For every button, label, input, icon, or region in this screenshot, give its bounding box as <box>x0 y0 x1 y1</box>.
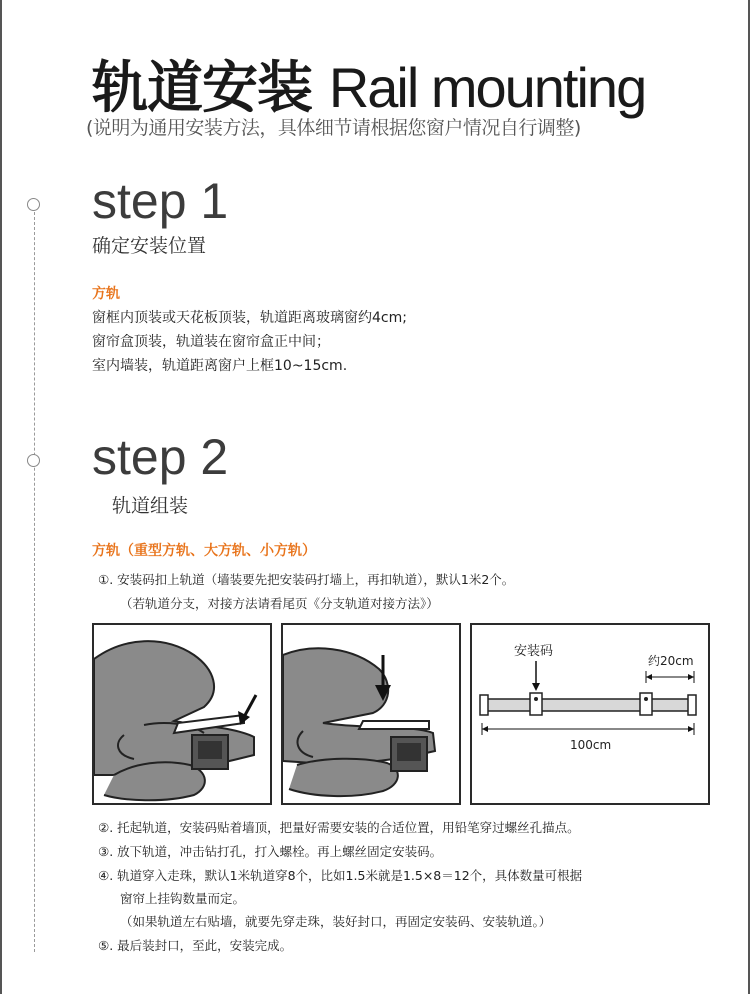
illustration-hand-clip <box>92 623 272 805</box>
step2-instruction: 窗帘上挂钩数量而定。 <box>120 891 246 906</box>
label-length: 100cm <box>570 738 612 752</box>
step1-line: 窗帘盒顶装，轨道装在窗帘盒正中间； <box>92 334 330 350</box>
title-english: Rail mounting <box>328 56 646 119</box>
step2-heading: 方轨（重型方轨、大方轨、小方轨） <box>92 543 316 559</box>
step2-subtitle: 轨道组装 <box>112 495 189 517</box>
title-chinese: 轨道安装 <box>92 56 312 121</box>
step2-instruction: ⑤. 最后装封口，至此，安装完成。 <box>98 938 293 953</box>
step1-line: 室内墙装，轨道距离窗户上框10~15cm. <box>92 358 348 374</box>
step1-heading: 方轨 <box>92 286 120 302</box>
page-border-left <box>0 0 2 994</box>
step2-instruction: （如果轨道左右贴墙，就要先穿走珠，装好封口，再固定安装码、安装轨道。） <box>120 914 552 929</box>
step2-title: step 2 <box>92 429 229 485</box>
timeline-dot-step2 <box>27 454 40 467</box>
illustration-rail-diagram <box>470 623 710 805</box>
step2-instruction: ②. 托起轨道，安装码贴着墙顶，把量好需要安装的合适位置，用铅笔穿过螺丝孔描点。 <box>98 820 580 835</box>
page-title <box>92 44 645 124</box>
step2-intro-line: ①. 安装码扣上轨道（墙装要先把安装码打墙上，再扣轨道），默认1米2个。 <box>98 572 515 587</box>
page-subtitle: (说明为通用安装方法，具体细节请根据您窗户情况自行调整) <box>86 117 581 139</box>
label-bracket: 安装码 <box>514 644 554 659</box>
timeline-line <box>34 212 35 952</box>
step1-subtitle: 确定安装位置 <box>92 235 207 257</box>
timeline-dot-step1 <box>27 198 40 211</box>
step1-title: step 1 <box>92 173 229 229</box>
step1-line: 窗框内顶装或天花板顶装，轨道距离玻璃窗约4cm; <box>92 310 407 326</box>
illustration-hand-press <box>281 623 461 805</box>
step2-instruction: ③. 放下轨道，冲击钻打孔，打入螺栓。再上螺丝固定安装码。 <box>98 844 443 859</box>
step2-intro-line: （若轨道分支，对接方法请看尾页《分支轨道对接方法》） <box>120 596 439 611</box>
label-spacing: 约20cm <box>648 654 694 668</box>
step2-instruction: ④. 轨道穿入走珠，默认1米轨道穿8个，比如1.5米就是1.5×8＝12个，具体数量可根据 <box>98 868 583 883</box>
